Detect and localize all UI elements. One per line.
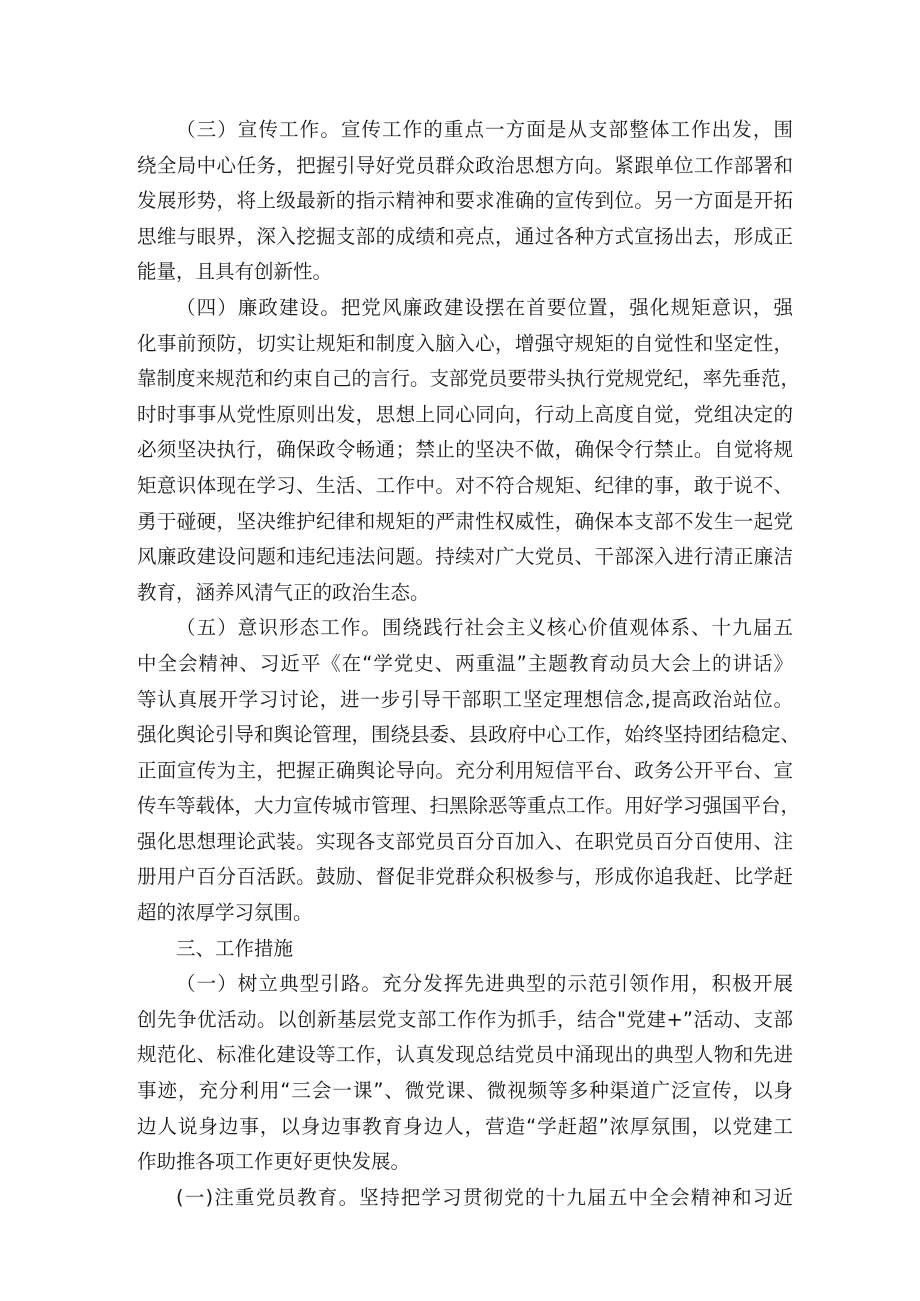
text-line: 思维与眼界，深入挖掘支部的成绩和亮点，通过各种方式宣扬出去，形成正 [137, 224, 793, 248]
paragraph-integrity [137, 290, 801, 610]
text-line: (一)注重党员教育。坚持把学习贯彻党的十九届五中全会精神和习近 [176, 1185, 793, 1209]
text-line: 矩意识体现在学习、生活、工作中。对不符合规矩、纪律的事，敢于说不、 [137, 473, 793, 497]
text-line: 边人说身边事，以身边事教育身边人，营造“学赶超”浓厚氛围，以党建工 [137, 1114, 793, 1138]
text-line: 勇于碰硬，坚决维护纪律和规矩的严肃性权威性，确保本支部不发生一起党 [137, 509, 793, 533]
text-line: 强化舆论引导和舆论管理，围绕县委、县政府中心工作，始终坚持团结稳定、 [137, 723, 801, 747]
text-line: 发展形势，将上级最新的指示精神和要求准确的宣传到位。另一方面是开拓 [137, 189, 793, 213]
text-line: 规范化、标准化建设等工作，认真发现总结党员中涌现出的典型人物和先进 [137, 1043, 793, 1067]
paragraph-ideology [137, 610, 801, 930]
text-line: 强化思想理论武装。实现各支部党员百分百加入、在职党员百分百使用、注 [137, 829, 793, 853]
text-line: 作助推各项工作更好更快发展。 [137, 1150, 411, 1174]
section-heading-measures [137, 931, 793, 967]
document-body [137, 112, 801, 1215]
text-line: 必须坚决执行，确保政令畅通；禁止的坚决不做，确保令行禁止。自觉将规 [137, 438, 793, 462]
text-line: （三）宣传工作。宣传工作的重点一方面是从支部整体工作出发，围 [176, 118, 793, 141]
text-line: 册用户百分百活跃。鼓励、督促非党群众积极参与，形成你追我赶、比学赶 [137, 865, 793, 889]
text-line: 绕全局中心任务，把握引导好党员群众政治思想方向。紧跟单位工作部署和 [137, 153, 793, 177]
section-heading: 三、工作措施 [176, 936, 294, 960]
text-line: （一）树立典型引路。充分发挥先进典型的示范引领作用，积极开展 [176, 972, 793, 996]
text-line: 教育，涵养风清气正的政治生态。 [137, 580, 430, 604]
text-line: 中全会精神、习近平《在“学党史、两重温”主题教育动员大会上的讲话》 [137, 651, 793, 675]
text-line: 风廉政建设问题和违纪违法问题。持续对广大党员、干部深入进行清正廉洁 [137, 545, 793, 569]
text-line: 传车等载体，大力宣传城市管理、扫黑除恶等重点工作。用好学习强国平台， [137, 794, 801, 818]
text-line: 等认真展开学习讨论，进一步引导干部职工坚定理想信念,提高政治站位。 [137, 687, 793, 711]
text-line: 靠制度来规范和约束自己的言行。支部党员要带头执行党规党纪，率先垂范， [137, 367, 801, 391]
text-line: （四）廉政建设。把党风廉政建设摆在首要位置，强化规矩意识，强 [176, 295, 793, 319]
text-line: 事迹，充分利用“三会一课”、微党课、微视频等多种渠道广泛宣传，以身 [137, 1079, 793, 1103]
text-line: 创先争优活动。以创新基层党支部工作作为抓手，结合"党建+”活动、支部 [137, 1007, 793, 1031]
text-line: 超的浓厚学习氛围。 [137, 901, 313, 925]
paragraph-education [137, 1180, 793, 1216]
text-line: 能量，且具有创新性。 [137, 260, 333, 284]
text-line: （五）意识形态工作。围绕践行社会主义核心价值观体系、十九届五 [176, 616, 793, 640]
text-line: 正面宣传为主，把握正确舆论导向。充分利用短信平台、政务公开平台、宣 [137, 758, 793, 782]
paragraph-publicity [137, 112, 793, 290]
text-line: 化事前预防，切实让规矩和制度入脑入心，增强守规矩的自觉性和坚定性， [137, 331, 793, 355]
paragraph-models [137, 966, 793, 1180]
text-line: 时时事事从党性原则出发，思想上同心同向，行动上高度自觉，党组决定的 [137, 402, 793, 426]
